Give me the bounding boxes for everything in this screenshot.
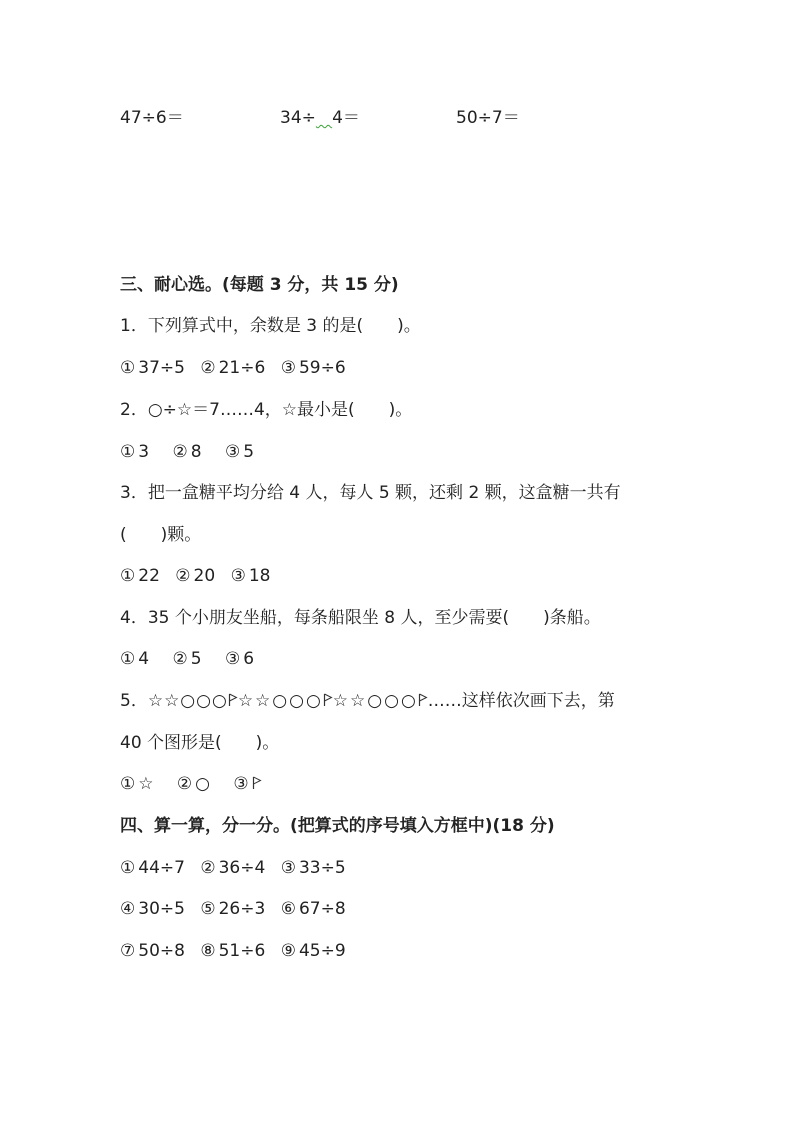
q5-option-3[interactable]: ③ [233, 772, 261, 796]
q4-option-1[interactable]: ① 4 [120, 649, 150, 669]
q2-option-3[interactable]: ③ 5 [224, 442, 255, 462]
q5-prefix: 5． [120, 691, 148, 711]
q1-text: 1．下列算式中，余数是 3 的是( )。 [120, 316, 421, 336]
section4-row-1 [120, 856, 356, 880]
expr-4: ④ 30÷5 [120, 899, 185, 919]
flag-icon [252, 776, 262, 790]
section4-heading: 四、算一算，分一分。(把算式的序号填入方框中)(18 分) [120, 816, 555, 836]
q2-text: 2．○÷☆＝7……4，☆最小是( )。 [120, 400, 413, 420]
q4-option-3[interactable]: ③ 6 [224, 649, 255, 669]
expr-9: ⑨ 45÷9 [280, 941, 346, 961]
q5-suffix: ……这样依次画下去，第 [427, 691, 615, 711]
q5-option-1[interactable]: ① ☆ [120, 774, 154, 794]
q3-options [120, 564, 280, 588]
q4-option-2[interactable]: ② 5 [172, 649, 202, 669]
section3-heading: 三、耐心选。(每题 3 分，共 15 分) [120, 275, 399, 295]
q1-option-2[interactable]: ② 21÷6 [200, 358, 266, 378]
expr-7: ⑦ 50÷8 [120, 941, 185, 961]
spellcheck-squiggle [316, 108, 332, 128]
q2-options [120, 440, 264, 464]
flag-icon [418, 693, 428, 707]
expr-8: ⑧ 51÷6 [200, 941, 266, 961]
q5-pattern-a: ☆☆○○○ [147, 691, 228, 711]
expr-6: ⑥ 67÷8 [280, 899, 346, 919]
expr-1: ① 44÷7 [120, 858, 185, 878]
q4-options [120, 647, 264, 671]
q1-options [120, 356, 356, 380]
q3-option-2[interactable]: ② 20 [175, 566, 216, 586]
q3-text-line1: 3．把一盒糖平均分给 4 人，每人 5 颗，还剩 2 颗，这盒糖一共有 [120, 483, 621, 503]
expr-2: ② 36÷4 [200, 858, 266, 878]
q5-pattern-b: ☆☆○○○ [237, 691, 323, 711]
q2-option-1[interactable]: ① 3 [120, 442, 150, 462]
equation-part-a: 34÷ [280, 108, 316, 128]
q1-option-1[interactable]: ① 37÷5 [120, 358, 185, 378]
q2-option-2[interactable]: ② 8 [172, 442, 202, 462]
q5-option-2[interactable]: ② ○ [176, 774, 210, 794]
equation-47-div-6: 47÷6＝ [120, 108, 184, 128]
q5-text-line2: 40 个图形是( )。 [120, 733, 280, 753]
section4-row-2 [120, 897, 356, 921]
q5-text-line1 [120, 689, 615, 713]
equation-50-div-7: 50÷7＝ [456, 108, 520, 128]
q3-option-1[interactable]: ① 22 [120, 566, 160, 586]
equation-34-div-4 [280, 106, 360, 130]
q1-option-3[interactable]: ③ 59÷6 [280, 358, 346, 378]
flag-icon [228, 693, 238, 707]
q4-text: 4．35 个小朋友坐船，每条船限坐 8 人，至少需要( )条船。 [120, 608, 601, 628]
flag-icon [323, 693, 333, 707]
q3-text-line2: ( )颗。 [120, 525, 202, 545]
expr-5: ⑤ 26÷3 [200, 899, 266, 919]
expr-3: ③ 33÷5 [280, 858, 346, 878]
section4-row-3 [120, 939, 356, 963]
q5-pattern-c: ☆☆○○○ [332, 691, 418, 711]
q3-option-3[interactable]: ③ 18 [230, 566, 271, 586]
q5-options [120, 772, 272, 796]
equation-part-b: 4＝ [332, 108, 360, 128]
